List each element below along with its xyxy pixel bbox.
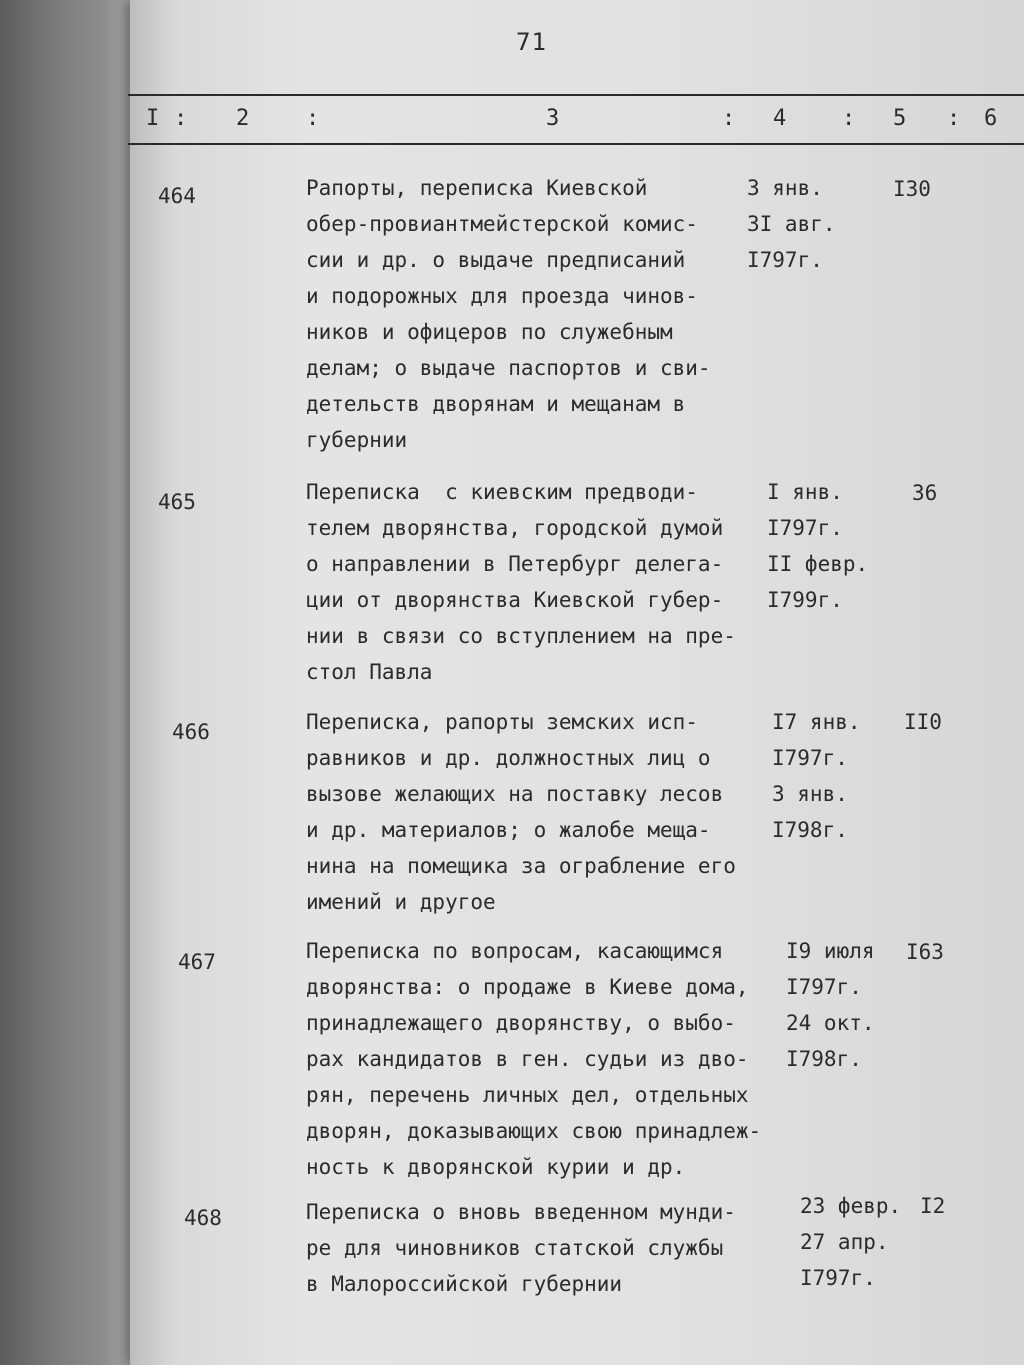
header-col-6: 6 <box>984 106 998 131</box>
entry-number: 468 <box>184 1206 222 1230</box>
header-separator: : <box>174 106 188 131</box>
entry-description: Переписка о вновь введенном мунди- ре для чиновников статской службы в Малороссийской губернии <box>306 1200 736 1296</box>
entry-description: Переписка с киевским предводи- телем дворянства, городской думой о направлении в Петербург делега- ции от дворянства Киевской губер- нии в связи со вступлением на пре- стол Павла <box>306 480 736 684</box>
header-top-rule <box>128 94 1024 96</box>
page-number: 71 <box>516 28 547 56</box>
header-separator: : <box>722 106 736 131</box>
header-separator: : <box>842 106 856 131</box>
entry-dates: I7 янв. I797г. 3 янв. I798г. <box>772 710 861 842</box>
header-col-4: 4 <box>773 106 787 131</box>
header-col-2: 2 <box>236 106 250 131</box>
entry-number: 464 <box>158 184 196 208</box>
header-separator: : <box>947 106 961 131</box>
entry-sheets: 36 <box>912 481 938 505</box>
entry-number: 465 <box>158 490 196 514</box>
entry-sheets: I63 <box>906 940 944 964</box>
header-col-3: 3 <box>546 106 560 131</box>
entry-sheets: I30 <box>893 177 931 201</box>
entry-sheets: I2 <box>920 1194 946 1218</box>
entry-dates: 23 февр. 27 апр. I797г. <box>800 1194 902 1290</box>
entry-dates: I янв. I797г. II февр. I799г. <box>767 480 869 612</box>
entry-description: Переписка, рапорты земских исп- равников и др. должностных лиц о вызове желающих на поставку лесов и др. материалов; о жалобе меща- нина на помещика за ограбление его имений и другое <box>306 710 736 914</box>
header-bottom-rule <box>128 143 1024 145</box>
entry-description: Переписка по вопросам, касающимся дворянства: о продаже в Киеве дома, принадлежащего дворянству, о выбо- рах кандидатов в ген. судьи из дво- рян, перечень личных дел, отдельных дворян, доказывающих свою принадлеж- ность к дворянской курии и др. <box>306 939 762 1179</box>
book-binding-shadow <box>0 0 140 1365</box>
header-col-5: 5 <box>893 106 907 131</box>
entry-number: 466 <box>172 720 210 744</box>
entry-sheets: II0 <box>904 710 942 734</box>
header-separator: : <box>306 106 320 131</box>
entry-description: Рапорты, переписка Киевской обер-провиантмейстерской комис- сии и др. о выдаче предписаний и подорожных для проезда чинов- ников и офицеров по служебным делам; о выдаче паспортов и сви- детельств дворянам и мещанам в губернии <box>306 176 711 452</box>
header-col-1: I <box>146 106 160 131</box>
entry-dates: I9 июля I797г. 24 окт. I798г. <box>786 939 875 1071</box>
entry-number: 467 <box>178 950 216 974</box>
entry-dates: 3 янв. 3I авг. I797г. <box>747 176 836 272</box>
